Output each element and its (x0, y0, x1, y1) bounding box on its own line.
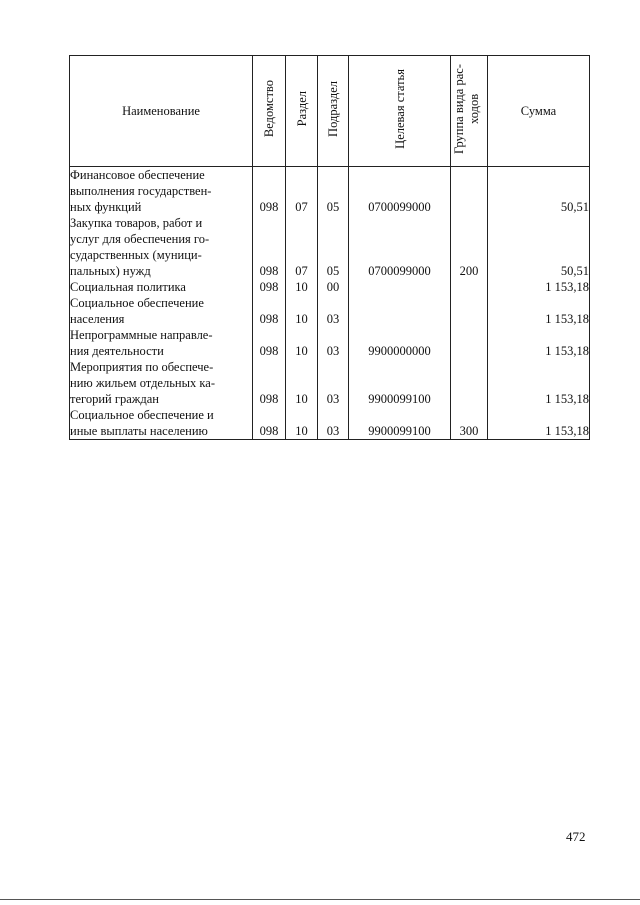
cell-expense-group (451, 167, 488, 216)
cell-amount: 1 153,18 (488, 359, 590, 407)
bottom-divider (0, 899, 640, 900)
cell-amount: 50,51 (488, 215, 590, 279)
page-number: 472 (566, 829, 586, 844)
cell-department: 098 (253, 215, 286, 279)
cell-amount: 1 153,18 (488, 407, 590, 440)
cell-subsection: 05 (318, 215, 349, 279)
table-row (70, 215, 590, 279)
cell-expense-group (451, 295, 488, 327)
header-subsection-label: Подраздел (326, 81, 340, 137)
cell-department: 098 (253, 279, 286, 295)
cell-section: 10 (286, 407, 318, 440)
cell-section: 10 (286, 279, 318, 295)
cell-amount: 1 153,18 (488, 295, 590, 327)
cell-subsection: 03 (318, 295, 349, 327)
header-target-article-label: Целевая статья (392, 69, 407, 149)
table-body (70, 167, 590, 440)
header-department (253, 56, 286, 167)
cell-name: Мероприятия по обеспече- нию жильем отдельных ка- тегорий граждан (70, 359, 253, 407)
cell-name: Социальная политика (70, 279, 253, 295)
cell-amount: 1 153,18 (488, 279, 590, 295)
budget-table (69, 55, 590, 440)
cell-department: 098 (253, 295, 286, 327)
cell-department: 098 (253, 167, 286, 216)
cell-section: 10 (286, 295, 318, 327)
cell-subsection: 05 (318, 167, 349, 216)
cell-target-article: 0700099000 (349, 215, 451, 279)
cell-section: 07 (286, 167, 318, 216)
cell-expense-group: 200 (451, 215, 488, 279)
table-row (70, 407, 590, 440)
cell-expense-group (451, 359, 488, 407)
cell-name: Социальное обеспечение и иные выплаты населению (70, 407, 253, 440)
header-section (286, 56, 318, 167)
cell-section: 10 (286, 359, 318, 407)
cell-name: Финансовое обеспечение выполнения государствен- ных функций (70, 167, 253, 216)
header-expense-group-label: Группа вида рас-ходов (452, 64, 481, 154)
cell-subsection: 03 (318, 407, 349, 440)
cell-subsection: 03 (318, 359, 349, 407)
table-row (70, 279, 590, 295)
table-row (70, 167, 590, 216)
cell-expense-group (451, 279, 488, 295)
header-expense-group (451, 56, 488, 167)
cell-subsection: 00 (318, 279, 349, 295)
cell-department: 098 (253, 407, 286, 440)
header-section-label: Раздел (294, 91, 309, 127)
cell-section: 10 (286, 327, 318, 359)
header-subsection (318, 56, 349, 167)
cell-target-article: 9900000000 (349, 327, 451, 359)
cell-section: 07 (286, 215, 318, 279)
cell-expense-group: 300 (451, 407, 488, 440)
cell-target-article (349, 279, 451, 295)
table-row (70, 295, 590, 327)
cell-department: 098 (253, 327, 286, 359)
cell-amount: 50,51 (488, 167, 590, 216)
cell-subsection: 03 (318, 327, 349, 359)
cell-department: 098 (253, 359, 286, 407)
table-row (70, 327, 590, 359)
cell-name: Социальное обеспечение населения (70, 295, 253, 327)
cell-name: Закупка товаров, работ и услуг для обеспечения го- сударственных (муници- пальных) нужд (70, 215, 253, 279)
table-row (70, 359, 590, 407)
cell-amount: 1 153,18 (488, 327, 590, 359)
cell-target-article: 0700099000 (349, 167, 451, 216)
table-header-row (70, 56, 590, 167)
cell-target-article: 9900099100 (349, 407, 451, 440)
cell-name: Непрограммные направле- ния деятельности (70, 327, 253, 359)
cell-expense-group (451, 327, 488, 359)
cell-target-article: 9900099100 (349, 359, 451, 407)
header-amount: Сумма (488, 56, 590, 167)
header-name: Наименование (70, 56, 253, 167)
header-department-label: Ведомство (262, 80, 276, 138)
header-target-article (349, 56, 451, 167)
cell-target-article (349, 295, 451, 327)
